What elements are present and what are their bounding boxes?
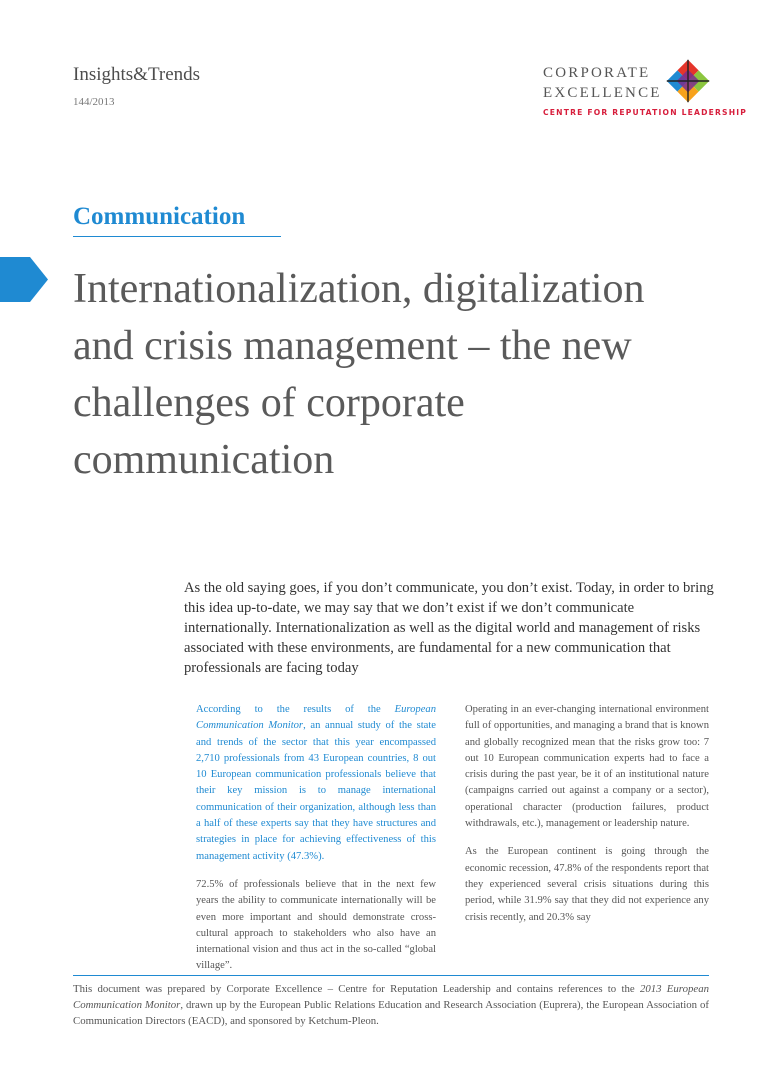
publication-name: Insights&Trends — [73, 64, 201, 85]
issue-number: 144/2013 — [73, 96, 115, 108]
right-paragraph-2: As the European continent is going through the economic recession, 47.8% of the respondents report that they experienced several crisis situations during this period, while 31.9% say that they did not experience any crisis recently, and 20.3% say — [465, 846, 709, 923]
logo-text-line1: CORPORATE — [543, 65, 651, 81]
section-underline — [73, 236, 281, 237]
left-column — [196, 702, 436, 987]
right-column — [465, 702, 709, 938]
footer-note: This document was prepared by Corporate Excellence – Centre for Reputation Leadership and contains references to the 2013 European Communication Monitor, drawn up by the European Public Relations Education and Research Association (Euprera), the European Association of Communication Directors (EACD), and sponsored by Ketchum-Pleon. — [73, 983, 710, 1027]
blue-arrow-icon — [0, 257, 50, 302]
monitor-title-emphasis: European Communication Monitor — [196, 704, 436, 732]
left-paragraph-2: 72.5% of professionals believe that in the next few years the ability to communicate internationally will be even more important and should demonstrate cross-cultural approach to stakeholders who also have an international vision and thus act in the so-called “global village”. — [196, 878, 436, 972]
logo-tagline: CENTRE FOR REPUTATION LEADERSHIP — [543, 108, 748, 117]
article-title: Internationalization, digitalization and crisis management – the new challenges of corporate communication — [73, 266, 645, 483]
right-paragraph-1: Operating in an ever-changing international environment full of opportunities, and managing a brand that is known and globally recognized mean that the risks grow too: 7 out 10 European communication experts had to face a crisis during the past year, be it of an institutional nature (campaigns carried out against a company or a sector), operational character (production failures, product withdrawals, etc.), management or leadership nature. — [465, 704, 709, 830]
left-paragraph-1: According to the results of the European Communication Monitor, an annual study of the state and trends of the sector that this year encompassed 2,710 professionals from 43 European countries, 8 out 10 European communication professionals believe that their key mission is to manage international communication of their organization, although less than a half of these experts say that they have structures and strategies in place for achieving effectiveness of this management activity (47.3%). — [196, 704, 436, 862]
logo-text-line2: EXCELLENCE — [543, 85, 662, 101]
footer-divider — [73, 975, 709, 976]
section-heading: Communication — [73, 203, 246, 230]
corporate-excellence-logo-icon — [666, 59, 710, 103]
article-intro: As the old saying goes, if you don’t communicate, you don’t exist. Today, in order to bring this idea up-to-date, we may say that we don’t exist if we don’t communicate internationally. Internationalization as well as the digital world and management of risks associated with these environments, are fundamental for a new communication that professionals are facing today — [184, 580, 714, 676]
footer-emphasis: 2013 European Communication Monitor — [73, 983, 709, 1011]
